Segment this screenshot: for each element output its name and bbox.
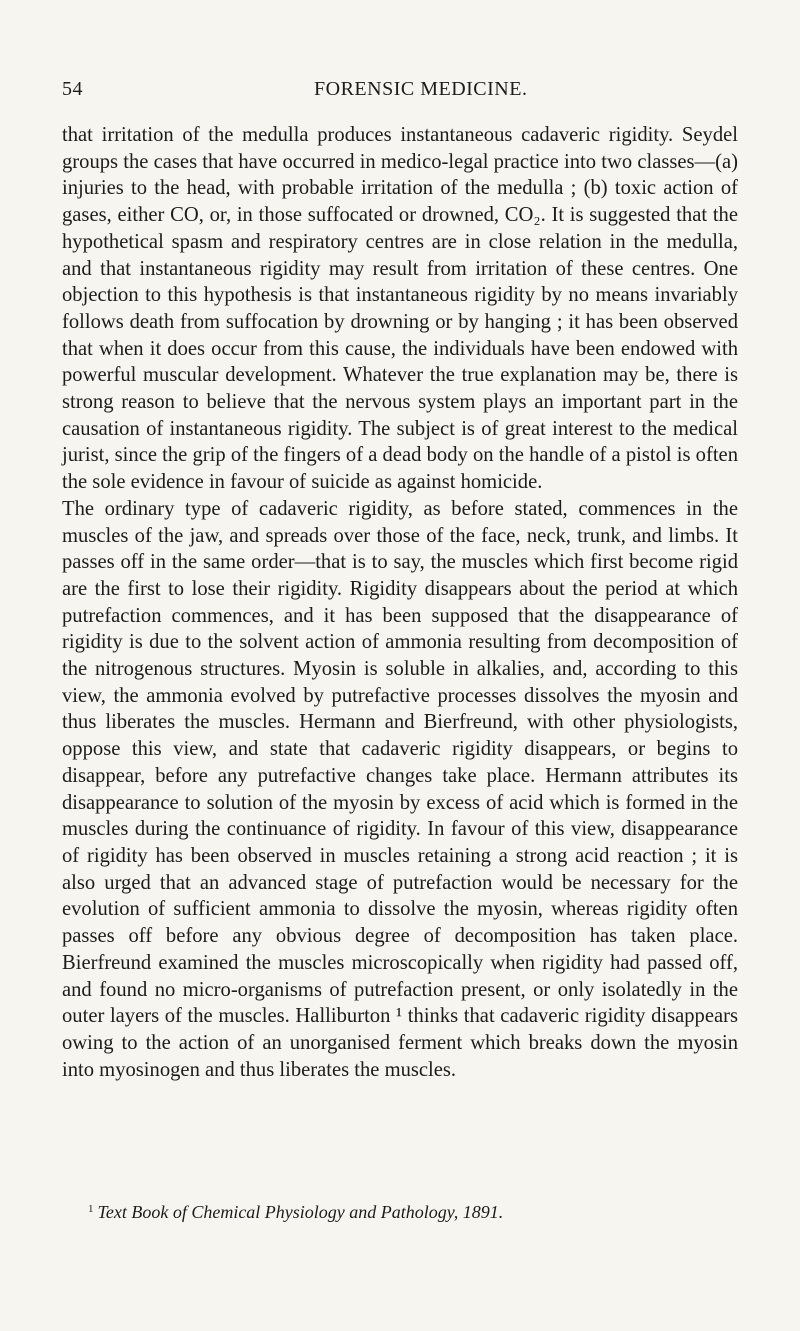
footnote xyxy=(88,1198,738,1223)
body-text xyxy=(62,122,738,1083)
footnote-text: Text Book of Chemical Physiology and Pathology, 1891. xyxy=(97,1202,504,1222)
paragraph-continuation: that irritation of the medulla produces instantaneous cadaveric rigidity. Seydel groups the cases that have occurred in medico-legal practice into two classes—(a) injuries to the head, with probable irritation of the medulla ; (b) toxic action of gases, either CO, or, in those suffocated or drowned, CO₂. It is suggested that the hypothetical spasm and respiratory centres are in close relation in the medulla, and that instantaneous rigidity may result from irritation of these centres. One objection to this hypothesis is that instantaneous rigidity by no means invariably follows death from suffocation by drowning or by hanging ; it has been observed that when it does occur from this cause, the individuals have been endowed with powerful muscular development. Whatever the true explanation may be, there is strong reason to believe that the nervous system plays an important part in the causation of instantaneous rigidity. The subject is of great interest to the medical jurist, since the grip of the fingers of a dead body on the handle of a pistol is often the sole evidence in favour of suicide as against homicide. xyxy=(62,124,738,494)
footnote-marker: 1 xyxy=(88,1203,94,1215)
page-header xyxy=(62,72,742,106)
running-title: FORENSIC MEDICINE. xyxy=(314,78,528,100)
paragraph-rigidity-type: The ordinary type of cadaveric rigidity, as before stated, commences in the muscles of the jaw, and spreads over those of the face, neck, trunk, and limbs. It passes off in the same order—that is to say, the muscles which first become rigid are the first to lose their rigidity. Rigidity disappears about the period at which putrefaction commences, and it has been supposed that the disappearance of rigidity is due to the solvent action of ammonia resulting from decomposition of the nitrogenous structures. Myosin is soluble in alkalies, and, according to this view, the ammonia evolved by putrefactive processes dissolves the myosin and thus liberates the muscles. Hermann and Bierfreund, with other physiologists, oppose this view, and state that cadaveric rigidity disappears, or begins to disappear, before any putrefactive changes take place. Hermann attributes its disappearance to solution of the myosin by excess of acid which is formed in the muscles during the continuance of rigidity. In favour of this view, disappearance of rigidity has been observed in muscles retaining a strong acid reaction ; it is also urged that an advanced stage of putrefaction would be necessary for the evolution of sufficient ammonia to dissolve the myosin, whereas rigidity often passes off before any obvious degree of decomposition has taken place. Bierfreund examined the muscles microscopically when rigidity had passed off, and found no micro-organisms of putrefaction present, or only isolatedly in the outer layers of the muscles. Halliburton ¹ thinks that cadaveric rigidity disappears owing to the action of an unorganised ferment which breaks down the myosin into myosinogen and thus liberates the muscles. xyxy=(62,497,738,1081)
page-number: 54 xyxy=(62,78,83,100)
